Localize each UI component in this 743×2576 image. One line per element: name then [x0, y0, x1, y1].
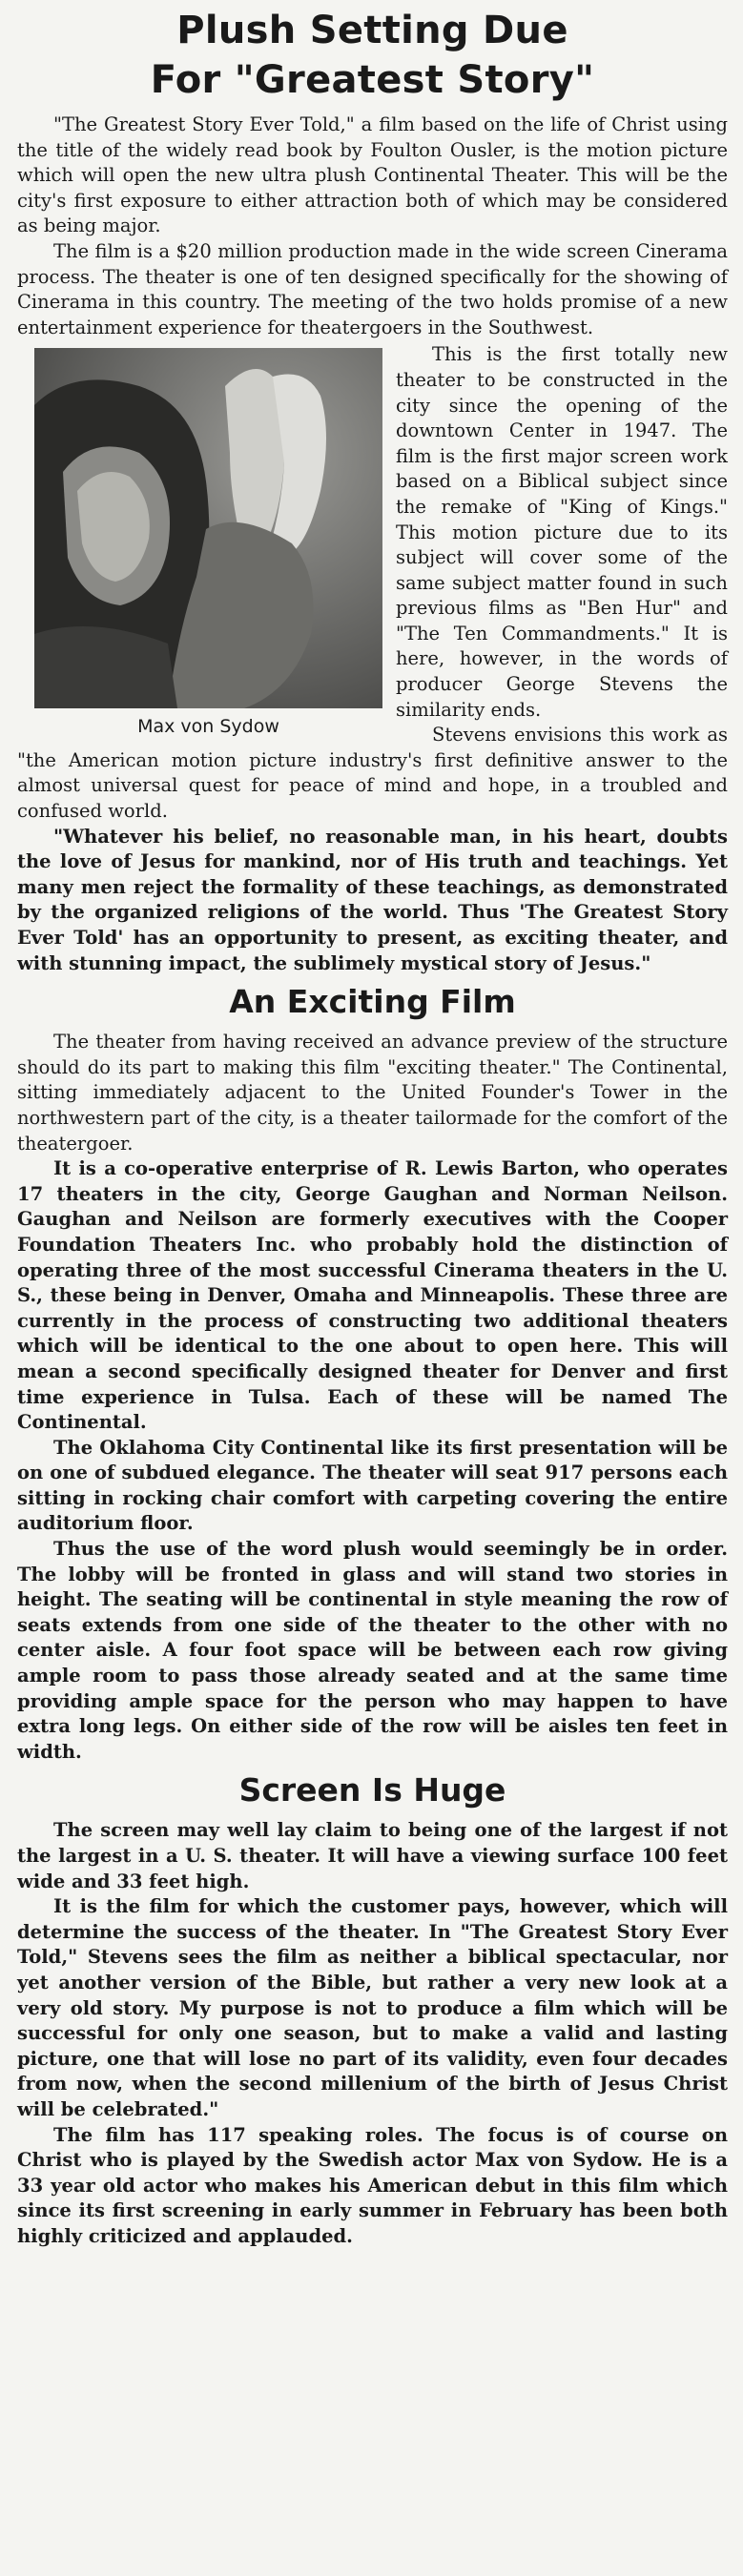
max-von-sydow-photo — [34, 348, 382, 708]
paragraph-whatever-his-belief: "Whatever his belief, no reasonable man, in his heart, doubts the love of Jesus for mankind, nor of His truth and teachings. Yet many men reject the formality of these teachings, as demonstrated by the organized religions of the world. Thus 'The Greatest Story Ever Told' has an opportunity to present, as exciting theater, and with stunning impact, the sublimely mystical story of Jesus." — [17, 825, 728, 974]
paragraph-stevens-envisions: Stevens envisions this work as "the American motion picture industry's first definitive answer to the almost universal quest for peace of mind and hope, in a troubled and confused world. — [17, 724, 728, 823]
paragraph-subdued-elegance: The Oklahoma City Continental like its first presentation will be on one of subdued elegance. The theater will seat 917 persons each sitting in rocking chair comfort with carpeting covering the entire auditorium floor. — [17, 1436, 728, 1535]
paragraph-intro: "The Greatest Story Ever Told," a film based on the life of Christ using the title of the widely read book by Foulton Ousler, is the motion picture which will open the new ultra plush Continental Theater. This will be the city's first exposure to either attraction both of which may be considered as being major. — [17, 113, 728, 237]
paragraph-cooperative-enterprise: It is a co-operative enterprise of R. Lewis Barton, who operates 17 theaters in the city, George Gaughan and Norman Neilson. Gaughan and Neilson are formerly executives with the Cooper Foundation Theaters Inc. who probably hold the distinction of operating three of the most successful Cinerama theaters in the U. S., these being in Denver, Omaha and Minneapolis. These three are currently in the process of constructing two additional theaters which will be identical to the one about to open here. This will mean a second specifically designed theater for Denver and first time experience in Tulsa. Each of these will be named The Continental. — [17, 1157, 728, 1434]
photo-caption: Max von Sydow — [137, 716, 279, 738]
paragraph-plush-lobby: Thus the use of the word plush would seemingly be in order. The lobby will be fronted in glass and will stand two stories in height. The seating will be continental in style meaning the row of seats extends from one side of the theater to the other with no center aisle. A four foot space will be between each row giving ample room to pass those already seated and at the same time providing ample space for the person who may happen to have extra long legs. On either side of the row will be aisles ten feet in width. — [17, 1538, 728, 1763]
subhead-exciting-film: An Exciting Film — [229, 983, 516, 1021]
paragraph-speaking-roles: The film has 117 speaking roles. The focus is of course on Christ who is played by the Swedish actor Max von Sydow. He is a 33 year old actor who makes his American debut in this film which since its first screening in early summer in February has been both highly criticized and applauded. — [17, 2123, 728, 2247]
photo-figure — [34, 348, 382, 739]
headline: Plush Setting Due — [176, 9, 568, 52]
paragraph-screen-size: The screen may well lay claim to being one of the largest if not the largest in a U. S. theater. It will have a viewing surface 100 feet wide and 33 feet high. — [17, 1819, 728, 1892]
paragraph-film-purpose: It is the film for which the customer pays, however, which will determine the success of the theater. In "The Greatest Story Ever Told," Stevens sees the film as neither a biblical spectacular, nor yet another version of the Bible, but rather a very new look at a very old story. My purpose is not to produce a film which will be successful for only one season, but to make a valid and lasting picture, one that will lose no part of its validity, even four decades from now, when the second millenium of the birth of Jesus Christ will be celebrated." — [17, 1895, 728, 2120]
subhead-screen-is-huge: Screen Is Huge — [238, 1771, 506, 1809]
paragraph-advance-preview: The theater from having received an advance preview of the structure should do its part to making this film "exciting theater." The Continental, sitting immediately adjacent to the United Founder's Tower in the northwestern part of the city, is a theater tailormade for the comfort of the theatergoer. — [17, 1031, 728, 1155]
paragraph-cinerama: The film is a $20 million production made in the wide screen Cinerama process. The theater is one of ten designed specifically for the showing of Cinerama in this country. The meeting of the two holds promise of a new entertainment experience for theatergoers in the Southwest. — [17, 239, 728, 338]
headline-line-2: For "Greatest Story" — [150, 58, 595, 102]
paragraph-first-new-theater: This is the first totally new theater to be constructed in the city since the opening of the downtown Center in 1947. The film is the first major screen work based on a Biblical subject since the remake of "King of Kings." This motion picture due to its subject will cover some of the same subject matter found in such previous films as "Ben Hur" and "The Ten Commandments." It is here, however, in the words of producer George Stevens the similarity ends. — [396, 343, 728, 721]
